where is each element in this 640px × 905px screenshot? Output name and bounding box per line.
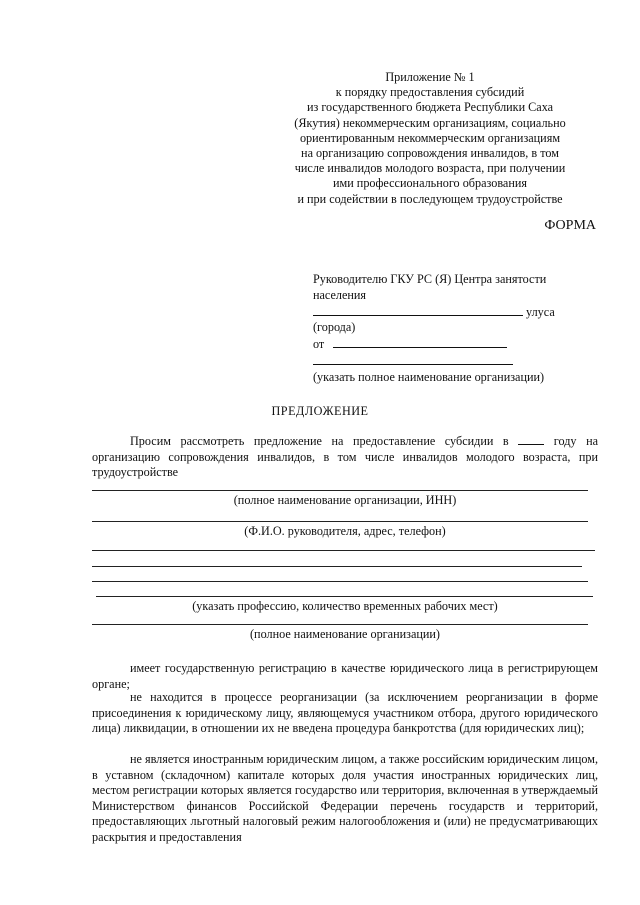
header-line: (Якутия) некоммерческим организациям, социально [294,115,566,130]
intro-text-end: году на организацию сопровождения инвалидов, в том числе инвалидов молодого возраста, при трудоустройстве [92,434,599,479]
addressee-line: населения [313,287,367,302]
addressee-block [313,272,603,386]
header-line: числе инвалидов молодого возраста, при получении [294,161,566,176]
ulus-line [313,304,603,321]
org-blank [313,353,513,365]
header-line: к порядку предоставления субсидий [335,85,525,100]
header-line: и при содействии в последующем трудоустройстве [297,191,563,206]
from-line [313,336,603,353]
intro-paragraph [92,434,598,481]
body-paragraph-3 [92,752,598,845]
fill-line [92,581,588,582]
paragraph-text: имеет государственную регистрацию в качестве юридического лица в регистрирующем органе; [92,661,598,691]
intro-text-start: Просим рассмотреть предложение на предоставление субсидии в [130,434,509,448]
form-label: ФОРМА [544,218,596,233]
appendix-header [270,70,590,207]
fill-line [92,624,588,625]
ulus-label: улуса [526,304,555,319]
body-paragraph-2 [92,690,598,737]
header-line: ими профессионального образования [333,176,527,191]
from-label: от [313,337,325,352]
org-blank-line [313,353,603,370]
fill-line [92,521,588,522]
org-hint: (указать полное наименование организации) [313,369,545,384]
caption-profession: (указать профессию, количество временных рабочих мест) [192,599,498,613]
body-paragraph-1 [92,661,598,692]
paragraph-text: не находится в процессе реорганизации (за исключением реорганизации в форме присоединения к юридическому лицу, являющемуся участником отбора, другого юридического лица) ликвидации, в отношении их не введена процедура банкротства (для юридических лиц); [92,690,598,735]
year-blank [518,434,544,445]
caption-org-inn: (полное наименование организации, ИНН) [233,493,457,507]
header-line: из государственного бюджета Республики Саха [306,100,554,115]
ulus-blank [313,304,523,316]
paragraph-text: не является иностранным юридическим лицом, а также российским юридическим лицом, в уставном (складочном) капитале которых доля участия иностранных юридических лиц, местом регистрации которых является государство или территория, включенная в утверждаемый Министерством финансов Российской Федерации перечень государств и территорий, предоставляющих льготный налоговый режим налогообложения и (или) не предусматривающих раскрытия и предоставления [92,752,598,844]
fill-line [92,566,582,567]
header-line: ориентированным некоммерческим организациям [299,130,561,145]
fill-line [92,550,595,551]
header-line: на организацию сопровождения инвалидов, в том [301,146,559,161]
fill-line [96,596,593,597]
document-title: ПРЕДЛОЖЕНИЕ [271,404,369,418]
addressee-line: Руководителю ГКУ РС (Я) Центра занятости [313,272,547,286]
fill-line [92,490,588,491]
header-line: Приложение № 1 [385,70,475,84]
caption-head: (Ф.И.О. руководителя, адрес, телефон) [244,524,446,538]
city-label: (города) [313,320,356,335]
caption-org-full: (полное наименование организации) [249,627,440,641]
from-blank [333,336,507,348]
